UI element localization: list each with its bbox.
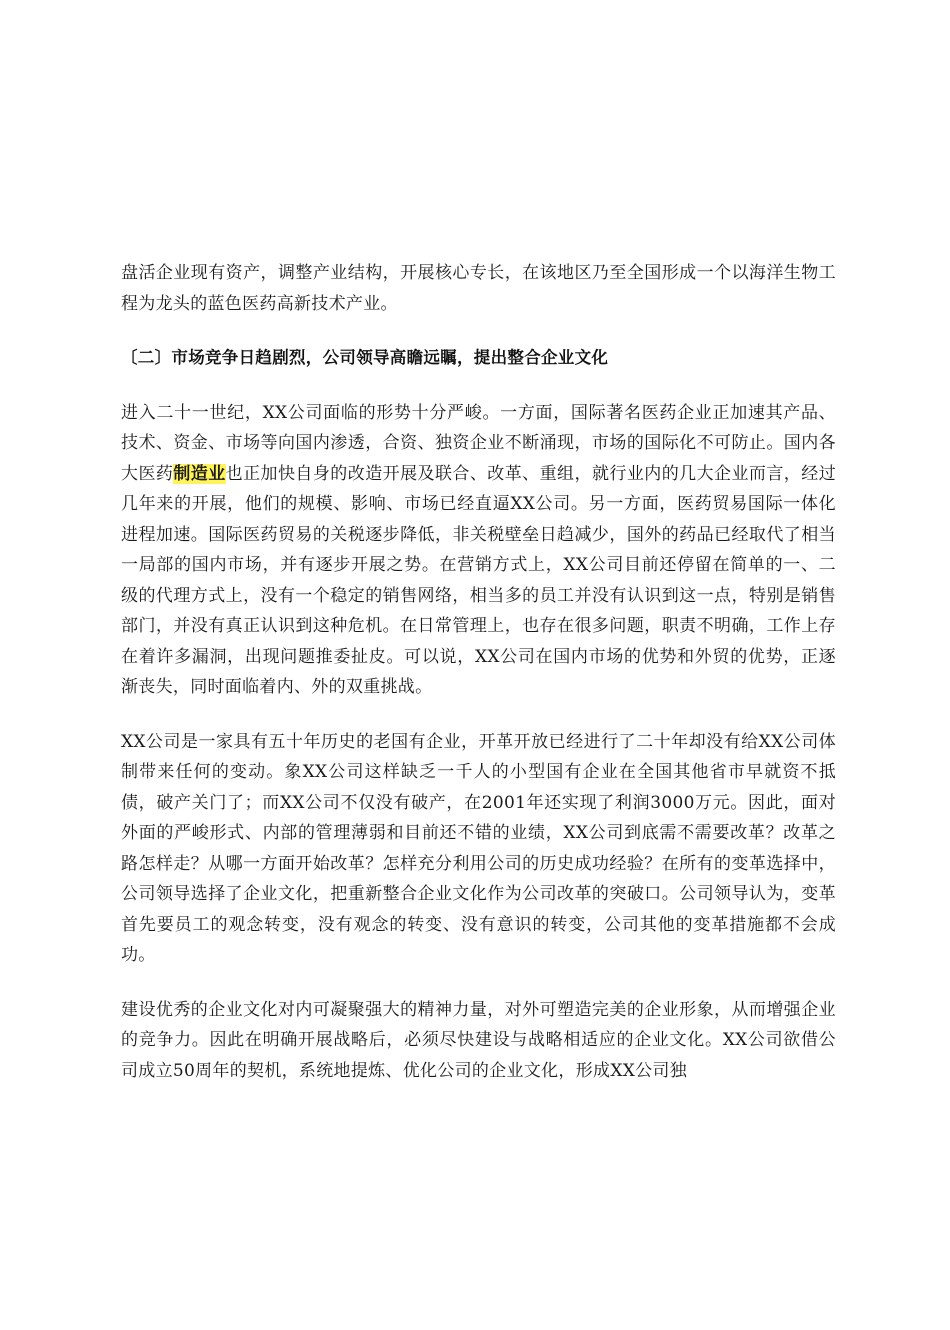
document-body <box>121 258 836 1086</box>
paragraph-4: 建设优秀的企业文化对内可凝聚强大的精神力量，对外可塑造完美的企业形象，从而增强企业的竞争力。因此在明确开展战略后，必须尽快建设与战略相适应的企业文化。XX公司欲借公司成立50周年的契机，系统地提炼、优化公司的企业文化，形成XX公司独 <box>121 999 836 1081</box>
paragraph-2-start: 进入二十一世纪，XX公司面临的形势十分严峻。一方面，国际著名医药企业正加速其产品、技术、资金、市场等向国内渗透，合资、独资企业不断涌现，市场的国际化不可防止。国内各大医药 <box>121 402 836 484</box>
paragraph-gap <box>121 319 836 343</box>
paragraph-gap <box>121 971 836 995</box>
paragraph-gap <box>121 374 836 398</box>
paragraph-gap <box>121 703 836 727</box>
paragraph-1: 盘活企业现有资产，调整产业结构，开展核心专长，在该地区乃至全国形成一个以海洋生物工程为龙头的蓝色医药高新技术产业。 <box>121 263 836 314</box>
paragraph-3: XX公司是一家具有五十年历史的老国有企业，开革开放已经进行了二十年却没有给XX公司体制带来任何的变动。象XX公司这样缺乏一千人的小型国有企业在全国其他省市早就资不抵债，破产关门了；而XX公司不仅没有破产，在2001年还实现了利润3000万元。因此，面对外面的严峻形式、内部的管理薄弱和目前还不错的业绩，XX公司到底需不需要改革？改革之路怎样走？从哪一方面开始改革？怎样充分利用公司的历史成功经验？在所有的变革选择中，公司领导选择了企业文化，把重新整合企业文化作为公司改革的突破口。公司领导认为，变革首先要员工的观念转变，没有观念的转变、没有意识的转变，公司其他的变革措施都不会成功。 <box>121 731 836 965</box>
paragraph-2 <box>121 398 836 703</box>
highlighted-term: 制造业 <box>173 463 226 484</box>
paragraph-2-end: 也正加快自身的改造开展及联合、改革、重组，就行业内的几大企业而言，经过几年来的开展，他们的规模、影响、市场已经直逼XX公司。另一方面，医药贸易国际一体化进程加速。国际医药贸易的关税逐步降低，非关税壁垒日趋减少，国外的药品已经取代了相当一局部的国内市场，并有逐步开展之势。在营销方式上，XX公司目前还停留在简单的一、二级的代理方式上，没有一个稳定的销售网络，相当多的员工并没有认识到这一点，特别是销售部门，并没有真正认识到这种危机。在日常管理上，也存在很多问题，职责不明确，工作上存在着许多漏洞，出现问题推委扯皮。可以说，XX公司在国内市场的优势和外贸的优势，正逐渐丧失，同时面临着内、外的双重挑战。 <box>121 463 836 697</box>
section-heading: 〔二〕市场竞争日趋剧烈，公司领导高瞻远瞩，提出整合企业文化 <box>121 348 609 367</box>
